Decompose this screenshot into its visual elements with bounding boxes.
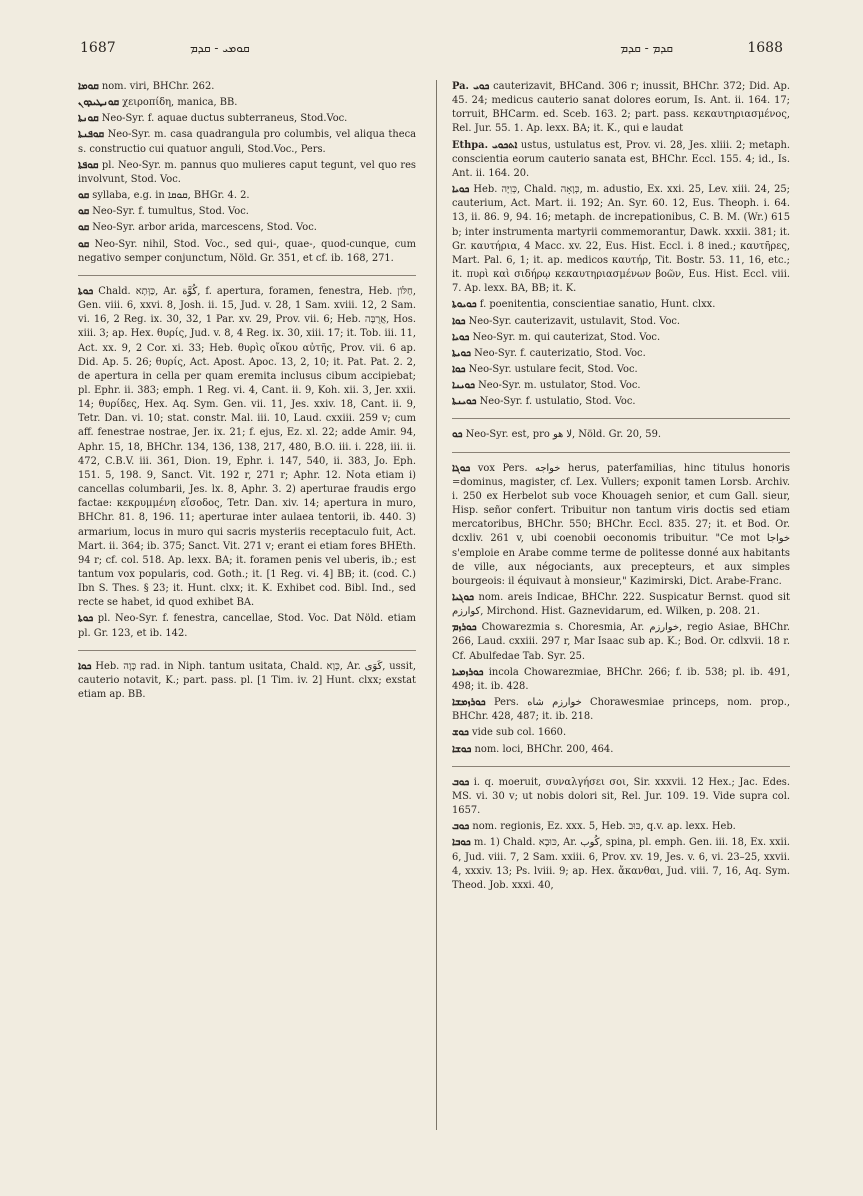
entry-definition: Chowarezmia s. Choresmia, Ar. ‏خوارزم‎, regio Asiae, BHChr. 266, Laud. cxxiii. 297 r, Mar Isaac sub ap. K.; Bod. Or. cdlxvii. 18 r. Cf. Abulfedae Tab. Syr. 25. xyxy=(452,622,791,662)
dictionary-entry xyxy=(452,139,790,181)
entry-headword: ܩܘ xyxy=(78,190,90,202)
entry-headword: ܟܘܪܙܡܫܐ xyxy=(452,697,486,709)
dictionary-entry xyxy=(452,395,790,409)
entry-definition: Neo-Syr. f. cauterizatio, Stod. Voc. xyxy=(474,347,646,359)
entry-headword: ܟܘܫܐ xyxy=(452,743,472,755)
left-column xyxy=(78,80,416,704)
dictionary-entry xyxy=(452,820,790,834)
dictionary-entry xyxy=(452,80,790,137)
entry-headword: ܟܘܝܢܐ xyxy=(452,380,475,392)
entry-definition: Neo-Syr. f. tumultus, Stod. Voc. xyxy=(92,206,249,218)
dictionary-entry xyxy=(452,379,790,393)
entry-definition: nom. regionis, Ez. xxx. 5, Heb. ‏כּוּב‎, q.v. ap. lexx. Heb. xyxy=(472,821,736,833)
entry-headword: ܩܘܢܛܝܕܘܢ xyxy=(78,97,119,109)
dictionary-entry xyxy=(452,315,790,329)
entry-definition: Chald. ‏כַּוְּתָא‎, Ar. ‏كُوَّة‎, f. apertura, foramen, fenestra, Heb. ‏חַלּוֹן‎, Gen. viii. 6, xxvi. 8, Josh. ii. 15, Jud. v. 28, 1 Sam. xviii. 12, 2 Sam. vi. 16, 2 Reg. ix. 30, 32, 1 Par. xv. 29, Prov. vii. 6; Heb. ‏אֲרֻבָּה‎, Hos. xiii. 3; ap. Hex. θυρίς, Jud. v. 8, 4 Reg. ix. 30, xiii. 17; it. Tob. iii. 11, Act. xx. 9, 2 Cor. xi. 33; Heb. θυρὶς οἴκου αὐτῆς, Prov. vii. 6 ap. Did. Ap. 5. 26; θυρίς, Act. Apost. Apoc. 13, 2, 10; it. Pat. Pat. 2. 2, de apertura in cella per quam eremita inclusus cibum accipiebat; pl. Ephr. ii. 383; emph. 1 Reg. vi. 4, Cant. ii. 9, Koh. xii. 3, Jer. xxii. 14; θυρίδες, Hex. Aq. Sym. Gen. vii. 11, Jes. xxiv. 18, Cant. ii. 9, Tetr. Dan. vi. 10; stat. constr. Mal. iii. 10, Laud. cxxiii. 259 v; cum aff. fenestrae nostrae, Jer. ix. 21; f. ejus, Ez. xl. 22; adde Amir. 94, Aphr. 15, 18, BHChr. 134, 136, 138, 217, 480, B.O. iii. i. 228, iii. ii. 472, C.B.V. iii. 361, Dion. 19, Ephr. i. 147, 540, ii. 383, Jo. Eph. 151. 5, 198. 9, Sanct. Vit. 192 r, 271 r; Aphr. 12. Nota etiam i) cancellas columbarii, Jes. lx. 8, Aphr. 3. 2) aperturae fraudis ergo factae: κεκρυμμένη εἴσοδος, Tetr. Dan. xiv. 14; apertura in muro, BHChr. 81. 8, 196. 11; aperturae inter aulaea tentorii, ib. 440. 3) armarium, locus in muro qui sacris mysteriis receptaculo fuit, Act. Mart. ii. 364; ib. 375; Sanct. Vit. 271 v; erant ei etiam fores BHEth. 94 r; cf. col. 518. Ap. lexx. BA; it. foramen penis vel uberis, ib.; est tantum vox popularis, cod. Goth.; it. [1 Reg. vi. 4] BB; it. (cod. C.) Ibn S. Thes. § 23; it. Hunt. clxx; it. K. Exhibet cod. Bibl. Ind., sed recte se habet, id quod exhibet BA. xyxy=(78,285,417,609)
entry-definition: pl. Neo-Syr. m. pannus quo mulieres caput tegunt, vel quo res involvunt, Stod. Voc. xyxy=(78,159,417,185)
dictionary-entry xyxy=(78,128,416,156)
entry-definition: Neo-Syr. est, pro ‏لا هو‎, Nöld. Gr. 20, 59. xyxy=(465,429,662,441)
dictionary-entry xyxy=(452,836,790,893)
dictionary-entry xyxy=(452,726,790,740)
entry-headword: ܩܘ xyxy=(78,206,90,218)
dictionary-entry xyxy=(452,331,790,345)
entry-definition: nom. areis Indicae, BHChr. 222. Suspicatur Bernst. quod sit ‏كوارزم‎, Mirchond. Hist. Gaznevidarum, ed. Wilken, p. 208. 21. xyxy=(452,592,791,618)
dictionary-entry xyxy=(452,696,790,724)
entry-headword: ܩܘܡܐ xyxy=(78,81,99,92)
entry-definition: Neo-Syr. m. qui cauterizat, Stod. Voc. xyxy=(472,331,661,343)
dictionary-entry xyxy=(452,591,790,619)
entry-headword: ܟܘܐ xyxy=(78,660,92,672)
dictionary-entry xyxy=(78,205,416,219)
entry-headword: ܟܘ xyxy=(452,429,463,441)
entry-headword: ܟܘܝܢܬܐ xyxy=(452,396,477,408)
running-title-right: ܩܕܡ - ܩܕܡ xyxy=(620,41,673,55)
entry-definition: Neo-Syr. cauterizavit, ustulavit, Stod. Voc. xyxy=(468,315,681,327)
entry-definition: vox Pers. ‏خواجه‎ herus, paterfamilias, hinc titulus honoris =dominus, magister, cf. Lex. Vullers; exponit tamen Lorsb. Archiv. i. 250 ex Herbelot sub voce Khouageh senior, et cum Gall. sieur, Hisp. señor confert. Tribuitur non tantum viris doctis sed etiam mercatoribus, BHChr. 550; BHChr. Eccl. 835. 27; it. et Bod. Or. dcxliv. 261 v, ubi coenobii oeconomis tribuitur. "Ce mot ‏خواجا‎ s'emploie en Arabe comme terme de politesse donné aux habitants de ville, aux négociants, aux precepteurs, et aux simples bourgeois: il équivaut à monsieur," Kazimirski, Dict. Arabe-Franc. xyxy=(452,462,790,587)
entry-headword: ܟܘܓܐ xyxy=(452,462,471,474)
dictionary-entry xyxy=(78,612,416,640)
entry-headword: ܟܘܬܐ xyxy=(78,285,94,297)
dictionary-entry xyxy=(452,347,790,361)
entry-definition: nom. loci, BHChr. 200, 464. xyxy=(474,743,614,755)
entry-definition: f. poenitentia, conscientiae sanatio, Hunt. clxx. xyxy=(479,299,716,311)
entry-definition: Neo-Syr. f. aquae ductus subterraneus, Stod.Voc. xyxy=(101,113,348,125)
entry-definition: vide sub col. 1660. xyxy=(471,727,567,739)
page-number-left: 1687 xyxy=(80,40,116,56)
dictionary-entry xyxy=(78,112,416,126)
entry-definition: i. q. moeruit, συναλγήσει σοι, Sir. xxxvii. 12 Hex.; Jac. Edes. MS. vi. 30 v; ut nobis dolori sit, Rel. Jur. 109. 19. Vide supra col. 1657. xyxy=(452,776,790,817)
dictionary-entry xyxy=(78,80,416,94)
entry-definition: Heb. ‏כָּוָה‎ rad. in Niph. tantum usitata, Chald. ‏כְּוָא‎, Ar. ‏كَوَى‎, ussit, cauterio notavit, K.; part. pass. pl. [1 Tim. iv. 2] Hunt. clxx; exstat etiam ap. BB. xyxy=(78,660,417,701)
entry-definition: pl. Neo-Syr. f. fenestra, cancellae, Stod. Voc. Dat Nöld. etiam pl. Gr. 123, et ib. 142. xyxy=(78,613,417,639)
dictionary-entry xyxy=(452,428,790,442)
dictionary-entry xyxy=(452,666,790,694)
running-title-left: ܩܘܡܝ - ܩܕܡ xyxy=(190,41,250,55)
dictionary-entry xyxy=(452,298,790,312)
right-column xyxy=(452,80,790,895)
entry-definition: ustus, ustulatus est, Prov. vi. 28, Jes. xliii. 2; metaph. conscientia eorum cauterio sanata est, BHChr. Eccl. 155. 4; id., Is. Ant. ii. 164. 20. xyxy=(452,139,790,179)
dictionary-entry xyxy=(78,221,416,235)
entry-headword: ܟܘܒܐ xyxy=(452,837,471,849)
dictionary-entry xyxy=(452,743,790,757)
dictionary-entry xyxy=(452,776,790,818)
entry-headword: ܟܘܒ xyxy=(452,821,470,833)
entry-definition: Neo-Syr. f. ustulatio, Stod. Voc. xyxy=(479,396,636,408)
entry-definition: Neo-Syr. m. casa quadrangula pro columbis, vel aliqua theca s. constructio cui quatuor anguli, Stod.Voc., Pers. xyxy=(78,129,417,155)
dictionary-entry xyxy=(452,621,790,663)
entry-separator xyxy=(452,766,790,767)
dictionary-entry xyxy=(78,660,416,702)
dictionary-entry xyxy=(78,238,416,266)
entry-headword: ܟܘܝܐ xyxy=(452,331,470,343)
entry-headword: ܟܘܪܙܡ xyxy=(452,622,477,634)
entry-headword: Ethpa. ܐܬܟܘܝ xyxy=(452,139,518,151)
entry-definition: incola Chowarezmiae, BHChr. 266; f. ib. 538; pl. ib. 491, 498; it. ib. 428. xyxy=(452,666,791,692)
entry-headword: ܟܘܝܬܐ xyxy=(452,347,471,359)
entry-headword: ܩܘܢܬܐ xyxy=(78,113,99,125)
entry-headword: ܩܘܦܬܐ xyxy=(78,159,99,171)
dictionary-entry xyxy=(78,285,416,611)
entry-separator xyxy=(452,452,790,453)
entry-headword: ܟܘܝܐ xyxy=(452,184,470,196)
entry-definition: Neo-Syr. m. ustulator, Stod. Voc. xyxy=(478,380,641,392)
entry-headword: ܟܘܝܘܬܐ xyxy=(452,299,477,311)
entry-headword: ܟܘܒ xyxy=(452,776,470,788)
entry-headword: ܩܘ xyxy=(78,238,90,250)
entry-definition: nom. viri, BHChr. 262. xyxy=(101,81,215,92)
entry-definition: Neo-Syr. arbor arida, marcescens, Stod. Voc. xyxy=(92,222,317,234)
entry-separator xyxy=(452,418,790,419)
dictionary-entry xyxy=(78,189,416,203)
entry-separator xyxy=(78,275,416,276)
entry-headword: ܟܘܐ xyxy=(452,363,466,375)
dictionary-entry xyxy=(452,462,790,589)
entry-headword: ܟܘܓܝܐ xyxy=(452,592,475,603)
entry-headword: ܟܘܪܙܡܝܐ xyxy=(452,666,484,678)
page-header xyxy=(80,40,783,64)
page-number-right: 1688 xyxy=(747,40,783,56)
column-divider xyxy=(436,80,437,1130)
entry-definition: syllaba, e.g. in ܩܘܩܐ, BHGr. 4. 2. xyxy=(92,190,250,202)
entry-headword: ܩܘܦܢܬܐ xyxy=(78,129,104,141)
entry-headword: ܟܘܬܐ xyxy=(78,613,94,625)
dictionary-entry xyxy=(78,159,416,187)
entry-definition: χειροπίδη, manica, BB. xyxy=(122,97,238,109)
entry-definition: Neo-Syr. nihil, Stod. Voc., sed qui-, quae-, quod-cunque, cum negativo semper conjunctum, Nöld. Gr. 351, et cf. ib. 168, 271. xyxy=(78,238,416,264)
entry-definition: cauterizavit, BHCand. 306 r; inussit, BHChr. 372; Did. Ap. 45. 24; medicus cauterio sanat dolores eorum, Is. Ant. ii. 164. 17; torruit, BHCarm. ed. Sceb. 163. 2; part. pass. κεκαυτηριασμένος, Rel. Jur. 55. 1. Ap. lexx. BA; it. K., qui e laudat xyxy=(452,81,791,135)
entry-definition: Pers. ‏خوارزم شاه‎ Chorawesmiae princeps, nom. prop., BHChr. 428, 487; it. ib. 218. xyxy=(452,697,790,723)
entry-headword: ܟܘܫ xyxy=(452,727,469,739)
entry-separator xyxy=(78,650,416,651)
dictionary-entry xyxy=(452,183,790,296)
entry-definition: Heb. ‏כְּוִיָּה‎, Chald. ‏כְּוָאָה‎, m. adustio, Ex. xxi. 25, Lev. xiii. 24, 25; cauterium, Act. Mart. ii. 192; An. Syr. 60. 12, Eus. Theoph. i. 64. 13, ii. 86. 9, 94. 16; metaph. de increpationibus, C. B. M. (Wr.) 615 b; inter instrumenta martyrii commemorantur, Dawk. xxxii. 381; it. Gr. καυτήρια, 4 Macc. xv. 22, Eus. Hist. Eccl. i. 8 ined.; καυτῆρες, Mart. Pal. 6, 1; it. ap. medicos καυτήρ, Tit. Bostr. 53. 11, 16, etc.; it. πυρὶ καὶ σιδήρῳ κεκαυτηριασμένων βοῶν, Eus. Hist. Eccl. viii. 7. Ap. lexx. BA, BB; it. K. xyxy=(452,184,791,295)
entry-definition: m. 1) Chald. ‏כּוּבָא‎, Ar. ‏كُوب‎, spina, pl. emph. Gen. iii. 18, Ex. xxii. 6, Jud. viii. 7, 2 Sam. xxiii. 6, Prov. xv. 19, Jes. v. 6, vi. 23–25, xxvii. 4, xxxiv. 13; Ps. lviii. 9; ap. Hex. ἄκανθαι, Jud. viii. 7, 16, Aq. Sym. Theod. Job. xxxi. 40, xyxy=(452,837,790,891)
entry-headword: ܟܘܐ xyxy=(452,315,466,327)
entry-definition: Neo-Syr. ustulare fecit, Stod. Voc. xyxy=(468,363,638,375)
entry-headword: ܩܘ xyxy=(78,222,90,234)
entry-headword: Pa. ܟܘܝ xyxy=(452,81,490,92)
dictionary-entry xyxy=(78,96,416,110)
dictionary-entry xyxy=(452,363,790,377)
